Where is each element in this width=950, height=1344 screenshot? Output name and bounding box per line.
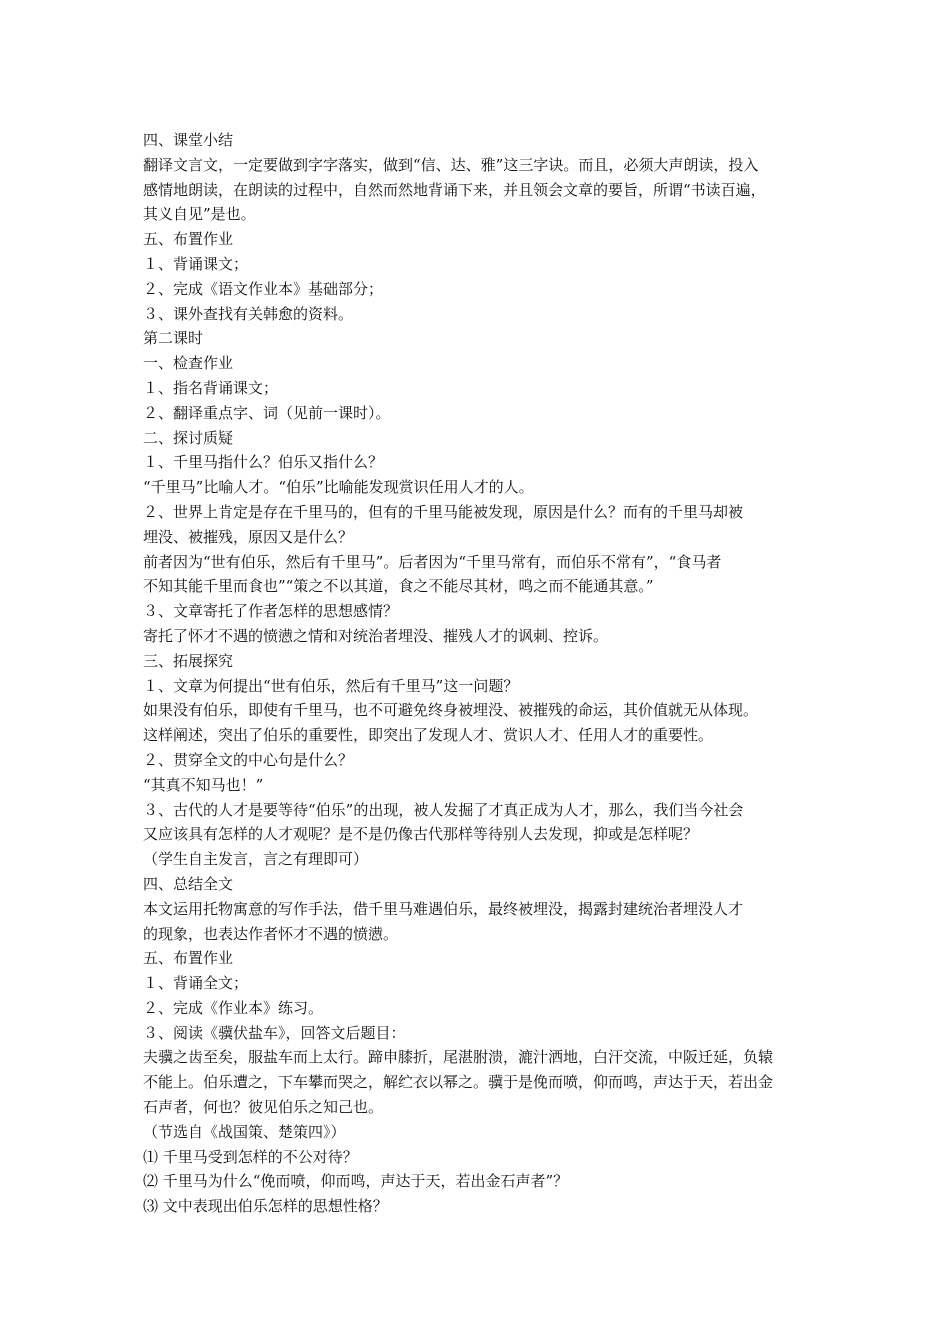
lesson-heading: 第二课时 bbox=[143, 329, 204, 348]
list-item: １、背诵全文； bbox=[143, 974, 249, 993]
classical-text-line: 石声者，何也？彼见伯乐之知己也。 bbox=[143, 1098, 384, 1117]
section-heading: 五、布置作业 bbox=[143, 230, 234, 249]
exercise-question: ⑵ 千里马为什么“俛而喷，仰而鸣，声达于天，若出金石声者”？ bbox=[143, 1172, 569, 1191]
answer-line: “其真不知马也！” bbox=[143, 775, 264, 794]
question-line: 又应该具有怎样的人才观呢？是不是仍像古代那样等待别人去发现，抑或是怎样呢？ bbox=[143, 825, 699, 844]
answer-line: 前者因为“世有伯乐，然后有千里马”。后者因为“千里马常有，而伯乐不常有”，“食马者 bbox=[143, 552, 722, 571]
section-heading: 五、布置作业 bbox=[143, 949, 234, 968]
section-heading: 四、总结全文 bbox=[143, 874, 234, 893]
question-line: 埋没、被摧残，原因又是什么？ bbox=[143, 527, 354, 546]
answer-line: 寄托了怀才不遇的愤懑之情和对统治者埋没、摧残人才的讽刺、控诉。 bbox=[143, 626, 609, 645]
list-item: １、背诵课文； bbox=[143, 254, 249, 273]
answer-line: 不知其能千里而食也”“策之不以其道，食之不能尽其材，鸣之而不能通其意。” bbox=[143, 577, 654, 596]
answer-line: “千里马”比喻人才。“伯乐”比喻能发现赏识任用人才的人。 bbox=[143, 478, 534, 497]
classical-text-line: 不能上。伯乐遭之，下车攀而哭之，解纻衣以幂之。骥于是俛而喷，仰而鸣，声达于天，若出金 bbox=[143, 1073, 774, 1092]
list-item: ３、阅读《骥伏盐车》，回答文后题目： bbox=[143, 1023, 406, 1042]
list-item: ２、翻译重点字、词（见前一课时）。 bbox=[143, 403, 391, 422]
question-line: ３、古代的人才是要等待“伯乐”的出现，被人发掘了才真正成为人才，那么，我们当今社会 bbox=[143, 800, 744, 819]
list-item: ２、完成《语文作业本》基础部分； bbox=[143, 279, 384, 298]
section-heading: 二、探讨质疑 bbox=[143, 428, 234, 447]
paragraph-line: 感情地朗读，在朗读的过程中，自然而然地背诵下来，并且领会文章的要旨，所谓“书读百遍， bbox=[143, 180, 766, 199]
answer-line: 如果没有伯乐，即使有千里马，也不可避免终身被埋没、被摧残的命运，其价值就无从体现。 bbox=[143, 701, 759, 720]
section-heading: 三、拓展探究 bbox=[143, 651, 234, 670]
list-item: ２、完成《作业本》练习。 bbox=[143, 998, 324, 1017]
document-page bbox=[143, 128, 813, 1219]
exercise-question: ⑶ 文中表现出伯乐怎样的思想性格？ bbox=[143, 1197, 388, 1216]
paragraph-line: 其义自见”是也。 bbox=[143, 205, 256, 224]
list-item: １、指名背诵课文； bbox=[143, 378, 279, 397]
paragraph-line: 的现象，也表达作者怀才不遇的愤懑。 bbox=[143, 924, 399, 943]
source-note: （节选自《战国策、楚策四》） bbox=[143, 1122, 346, 1141]
answer-line: 这样阐述，突出了伯乐的重要性，即突出了发现人才、赏识人才、任用人才的重要性。 bbox=[143, 726, 714, 745]
section-heading: 四、课堂小结 bbox=[143, 131, 234, 149]
paragraph-line: 本文运用托物寓意的写作手法，借千里马难遇伯乐，最终被埋没，揭露封建统治者埋没人才 bbox=[143, 899, 744, 918]
classical-text-line: 夫骥之齿至矣，服盐车而上太行。蹄申膝折，尾湛胕溃，漉汁洒地，白汗交流，中阪迁延，负辕 bbox=[143, 1048, 774, 1067]
paragraph-line: 翻译文言文，一定要做到字字落实，做到“信、达、雅”这三字诀。而且，必须大声朗读，投入 bbox=[143, 155, 759, 174]
section-heading: 一、检查作业 bbox=[143, 354, 234, 373]
question-line: ２、贯穿全文的中心句是什么？ bbox=[143, 750, 354, 769]
question-line: ２、世界上肯定是存在千里马的，但有的千里马能被发现，原因是什么？而有的千里马却被 bbox=[143, 502, 744, 521]
answer-line: （学生自主发言，言之有理即可） bbox=[143, 850, 369, 869]
question-line: １、文章为何提出“世有伯乐，然后有千里马”这一问题？ bbox=[143, 676, 519, 695]
question-line: ３、文章寄托了作者怎样的思想感情？ bbox=[143, 602, 399, 621]
question-line: １、千里马指什么？伯乐又指什么？ bbox=[143, 453, 384, 472]
list-item: ３、课外查找有关韩愈的资料。 bbox=[143, 304, 354, 323]
exercise-question: ⑴ 千里马受到怎样的不公对待？ bbox=[143, 1147, 358, 1166]
